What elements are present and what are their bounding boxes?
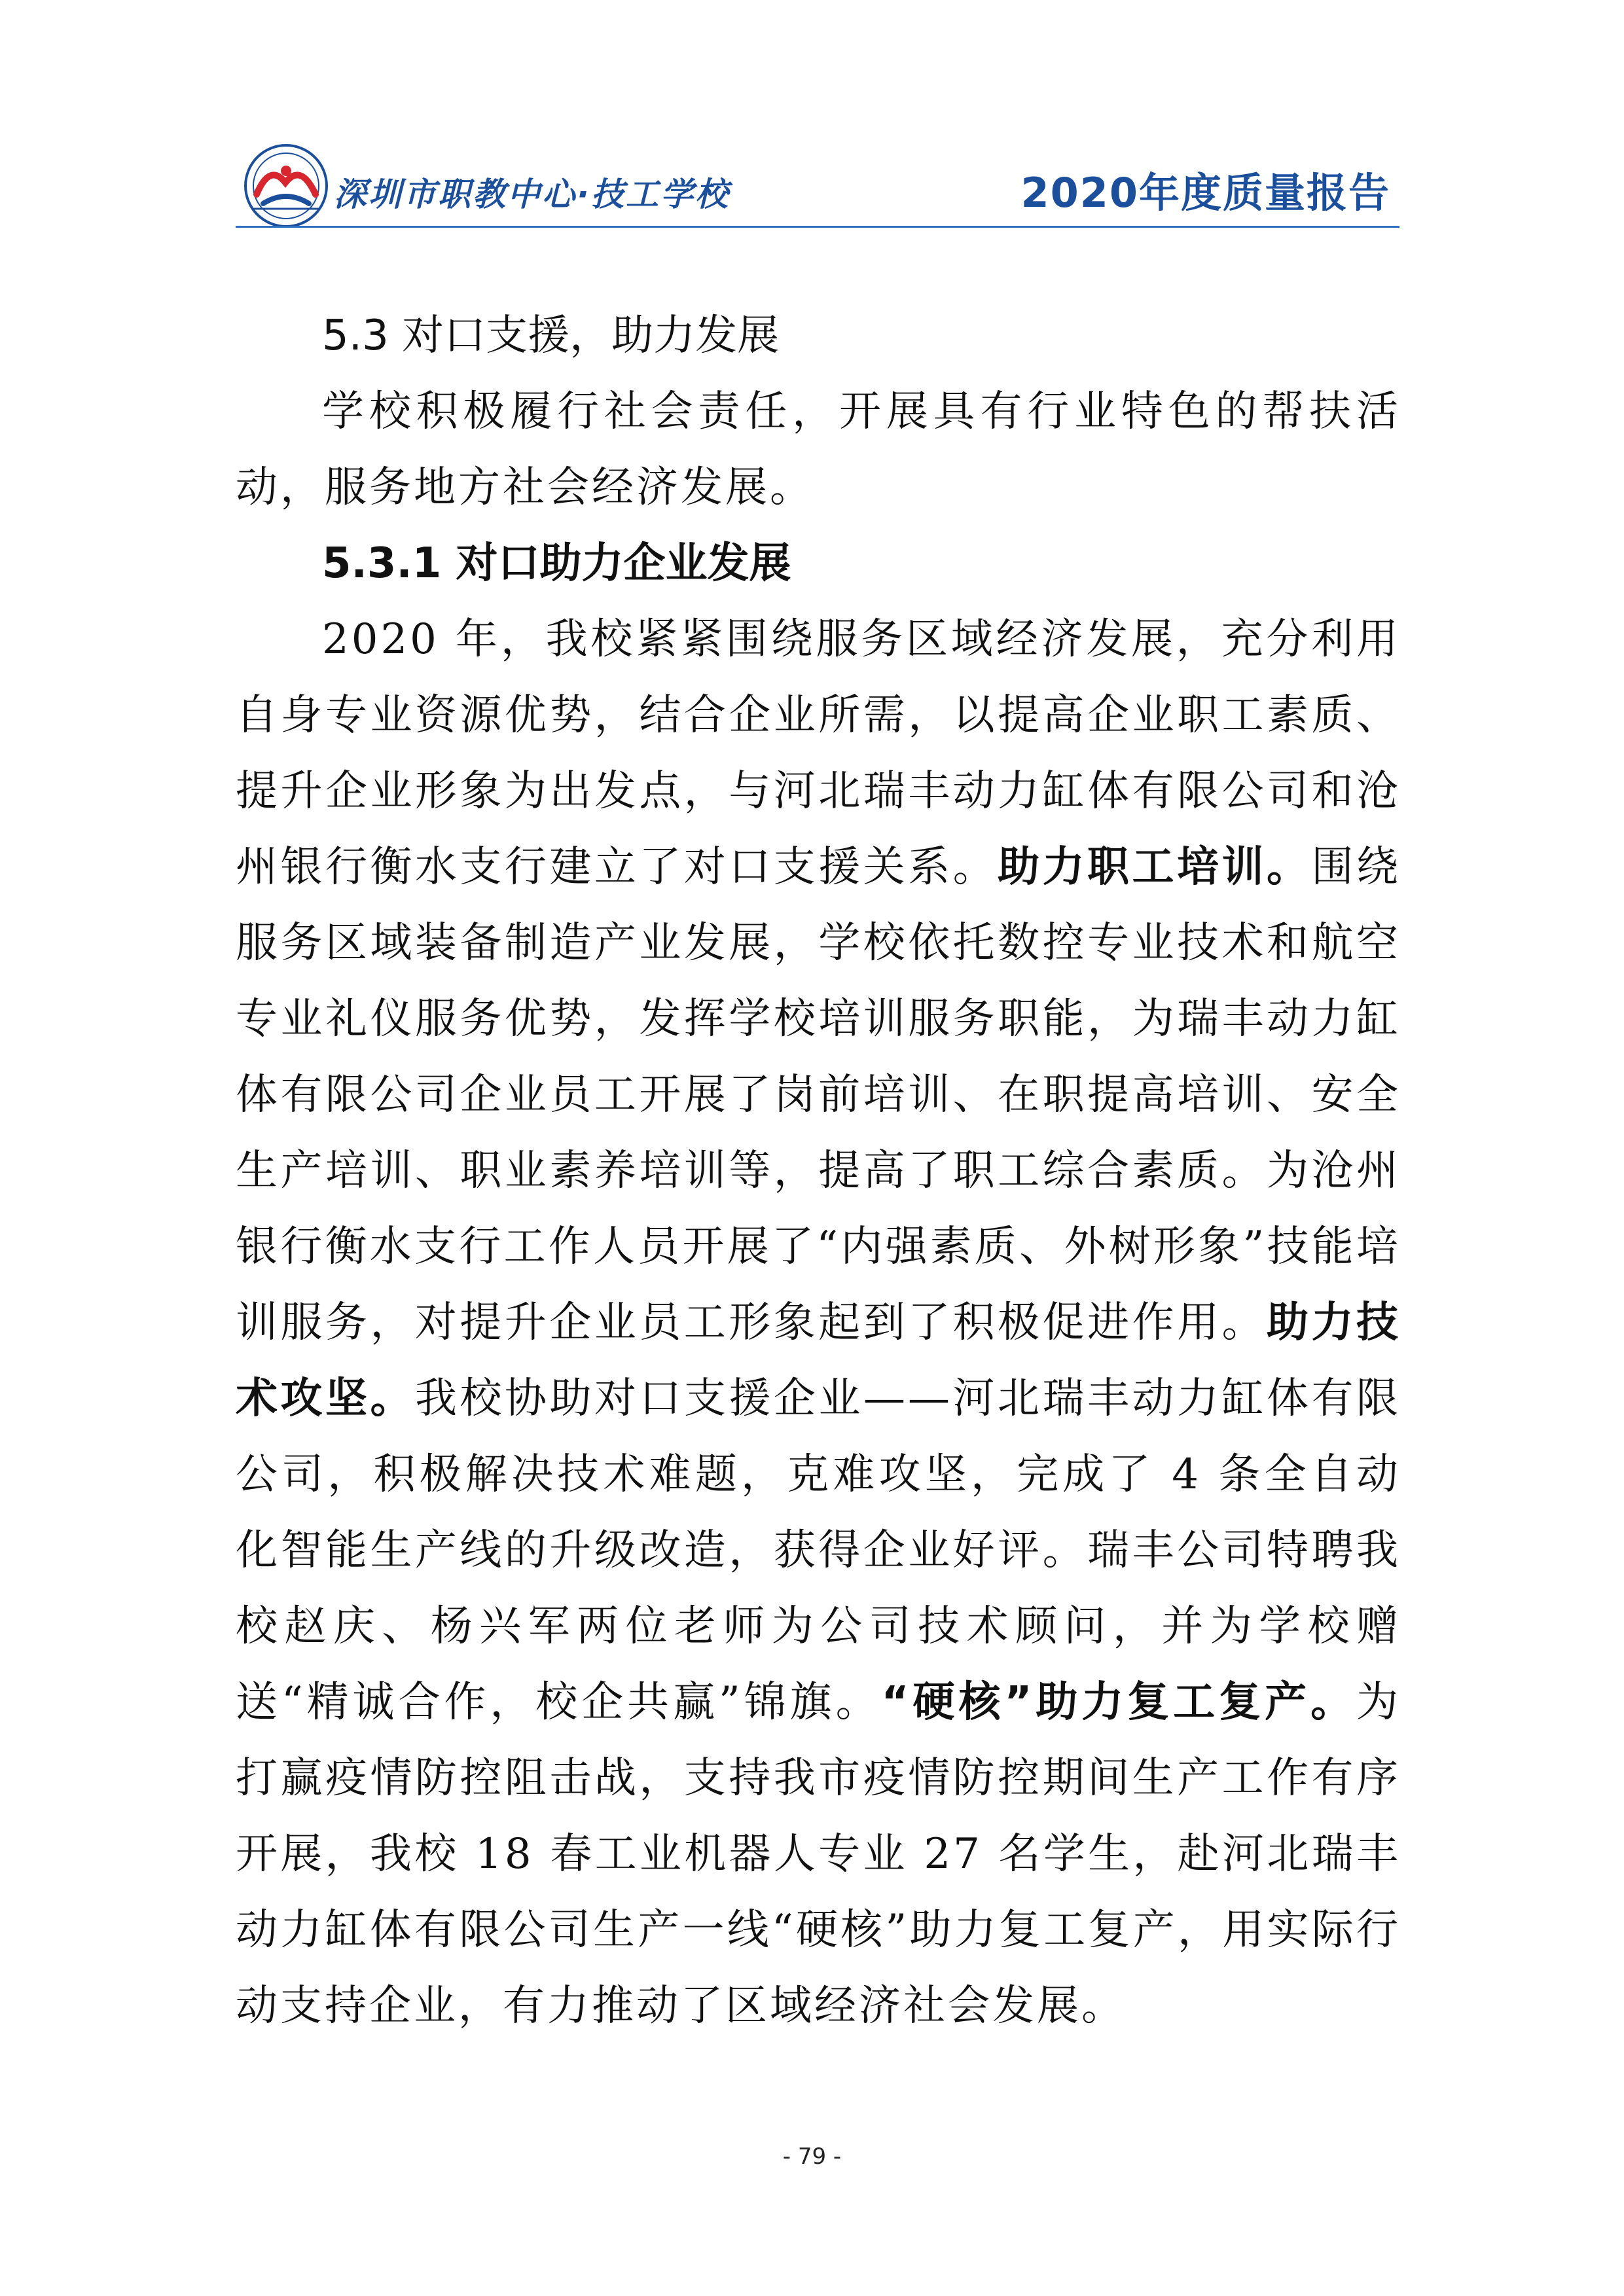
page-content bbox=[236, 298, 1401, 2044]
section-heading: 5.3 对口支援，助力发展 bbox=[322, 312, 780, 360]
school-name: 深圳市职教中心·技工学校 bbox=[334, 175, 730, 213]
highlight-resume-production: “硬核”助力复工复产。 bbox=[881, 1678, 1357, 1727]
highlight-technical-support: 助力技术攻坚。 bbox=[236, 1299, 1401, 1423]
body-text-part-2: 围绕服务区域装备制造产业发展，学校依托数控专业技术和航空专业礼仪服务优势，发挥学校培训服务职能，为瑞丰动力缸体有限公司企业员工开展了岗前培训、在职提高培训、安全生产培训、职业素养培训等，提高了职工综合素质。为沧州银行衡水支行工作人员开展了“内强素质、外树形象”技能培训服务，对提升企业员工形象起到了积极促进作用。 bbox=[236, 843, 1401, 1347]
body-text-part-3: 我校协助对口支援企业——河北瑞丰动力缸体有限公司，积极解决技术难题，克难攻坚，完成了 4 条全自动化智能生产线的升级改造，获得企业好评。瑞丰公司特聘我校赵庆、杨兴军两位老师为公司技术顾问，并为学校赠送“精诚合作，校企共赢”锦旗。 bbox=[236, 1374, 1401, 1727]
section-intro: 学校积极履行社会责任，开展具有行业特色的帮扶活动，服务地方社会经济发展。 bbox=[236, 387, 1401, 512]
page-number: - 79 - bbox=[782, 2144, 842, 2170]
highlight-staff-training: 助力职工培训。 bbox=[998, 843, 1312, 891]
body-text-part-4: 为打赢疫情防控阻击战，支持我市疫情防控期间生产工作有序开展，我校 18 春工业机器人专业 27 名学生，赴河北瑞丰动力缸体有限公司生产一线“硬核”助力复工复产，用实际行动支持企业，有力推动了区域经济社会发展。 bbox=[236, 1678, 1401, 2030]
body-text-part-1: 2020 年，我校紧紧围绕服务区域经济发展，充分利用自身专业资源优势，结合企业所需，以提高企业职工素质、提升企业形象为出发点，与河北瑞丰动力缸体有限公司和沧州银行衡水支行建立了对口支援关系。 bbox=[236, 615, 1401, 891]
report-title: 2020年度质量报告 bbox=[1020, 169, 1390, 217]
subsection-heading: 5.3.1 对口助力企业发展 bbox=[322, 539, 791, 588]
school-emblem-icon bbox=[244, 143, 329, 228]
page-header bbox=[236, 141, 1399, 229]
subsection-body bbox=[236, 601, 1401, 2044]
header-divider bbox=[236, 226, 1399, 228]
